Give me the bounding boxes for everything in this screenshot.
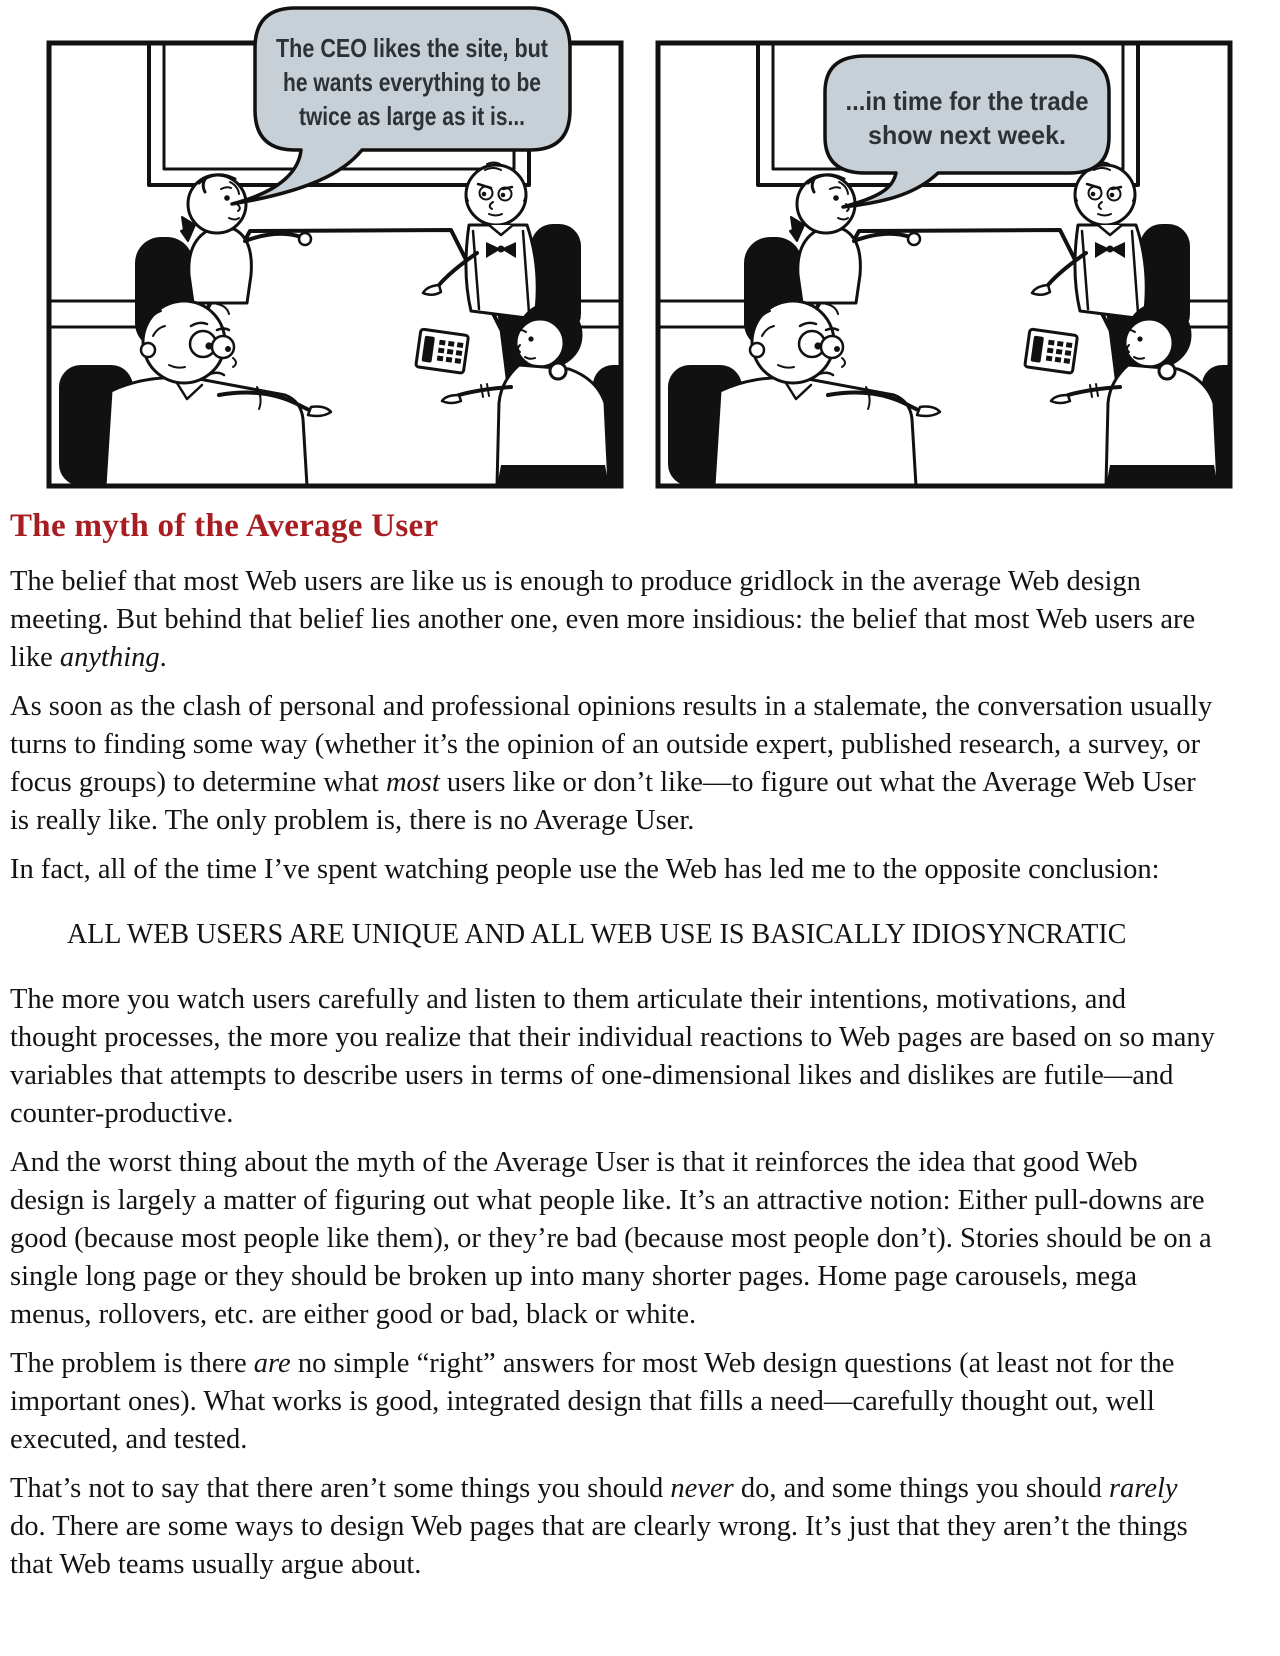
text-run: The problem is there xyxy=(10,1348,254,1379)
bubble-text-line: he wants everything to be xyxy=(283,67,541,97)
paragraph xyxy=(10,563,1216,677)
text-run: As soon as the clash of personal and professional opinions results in a stalemate, the conversation usually turns to finding some way (whether it’s the opinion of an outside expert, published research, a survey, or focus groups) to determine what xyxy=(10,691,1213,798)
page-title: The myth of the Average User xyxy=(10,508,439,544)
bubble-text-line: ...in time for the trade xyxy=(845,86,1089,116)
bubble-text-line: The CEO likes the site, but xyxy=(276,33,549,63)
text-run: The belief that most Web users are like us is enough to produce gridlock in the average Web design meeting. But behind that belief lies another one, even more insidious: the belief that most Web users are like xyxy=(10,566,1196,673)
text-run: . xyxy=(159,642,167,673)
text-run: most xyxy=(385,767,440,798)
text-run: never xyxy=(670,1473,734,1504)
article-body xyxy=(10,563,1216,1584)
article xyxy=(0,506,1280,1584)
bubble-text-line: twice as large as it is... xyxy=(299,101,525,131)
bubble-text-line: show next week. xyxy=(868,120,1066,150)
text-run: anything xyxy=(59,642,160,673)
text-run: do, and some things you should xyxy=(733,1473,1109,1504)
text-run: rarely xyxy=(1108,1473,1178,1504)
text-run: That’s not to say that there aren’t some things you should xyxy=(10,1473,671,1504)
paragraph xyxy=(10,981,1216,1133)
paragraph xyxy=(10,1470,1216,1584)
blockquote-line xyxy=(10,916,1216,954)
text-run: And the worst thing about the myth of the Average User is that it reinforces the idea that good Web design is largely a matter of figuring out what people like. It’s an attractive notion: Either pull-downs are good (because most people like them), or they’re bad (because most people don’t). Stories should be on a single long page or they should be broken up into many shorter pages. Home page carousels, mega menus, rollovers, etc. are either good or bad, black or white. xyxy=(10,1147,1212,1330)
text-run: In fact, all of the time I’ve spent watching people use the Web has led me to the opposite conclusion: xyxy=(10,854,1160,885)
text-run: are xyxy=(253,1348,291,1379)
paragraph xyxy=(10,1144,1216,1334)
text-run: no simple “right” answers for most Web design questions (at least not for the important ones). What works is good, integrated design that fills a need—carefully thought out, well executed, and tested. xyxy=(10,1348,1175,1455)
text-run: users like or don’t like—to figure out what the Average Web User is really like. The only problem is, there is no Average User. xyxy=(10,767,1196,836)
paragraph xyxy=(10,688,1216,840)
text-run: do. There are some ways to design Web pages that are clearly wrong. It’s just that they aren’t the things that Web teams usually argue about. xyxy=(10,1511,1188,1580)
paragraph xyxy=(10,1345,1216,1459)
comic-strip xyxy=(0,0,1280,492)
text-run: ALL WEB USERS ARE UNIQUE AND ALL WEB USE IS BASICALLY IDIOSYNCRATIC xyxy=(67,919,1127,950)
text-run: The more you watch users carefully and listen to them articulate their intentions, motivations, and thought processes, the more you realize that their individual reactions to Web pages are based on so many variables that attempts to describe users in terms of one-dimensional likes and dislikes are futile—and counter-productive. xyxy=(10,984,1215,1129)
comic-svg xyxy=(0,0,1280,492)
paragraph xyxy=(10,851,1216,889)
